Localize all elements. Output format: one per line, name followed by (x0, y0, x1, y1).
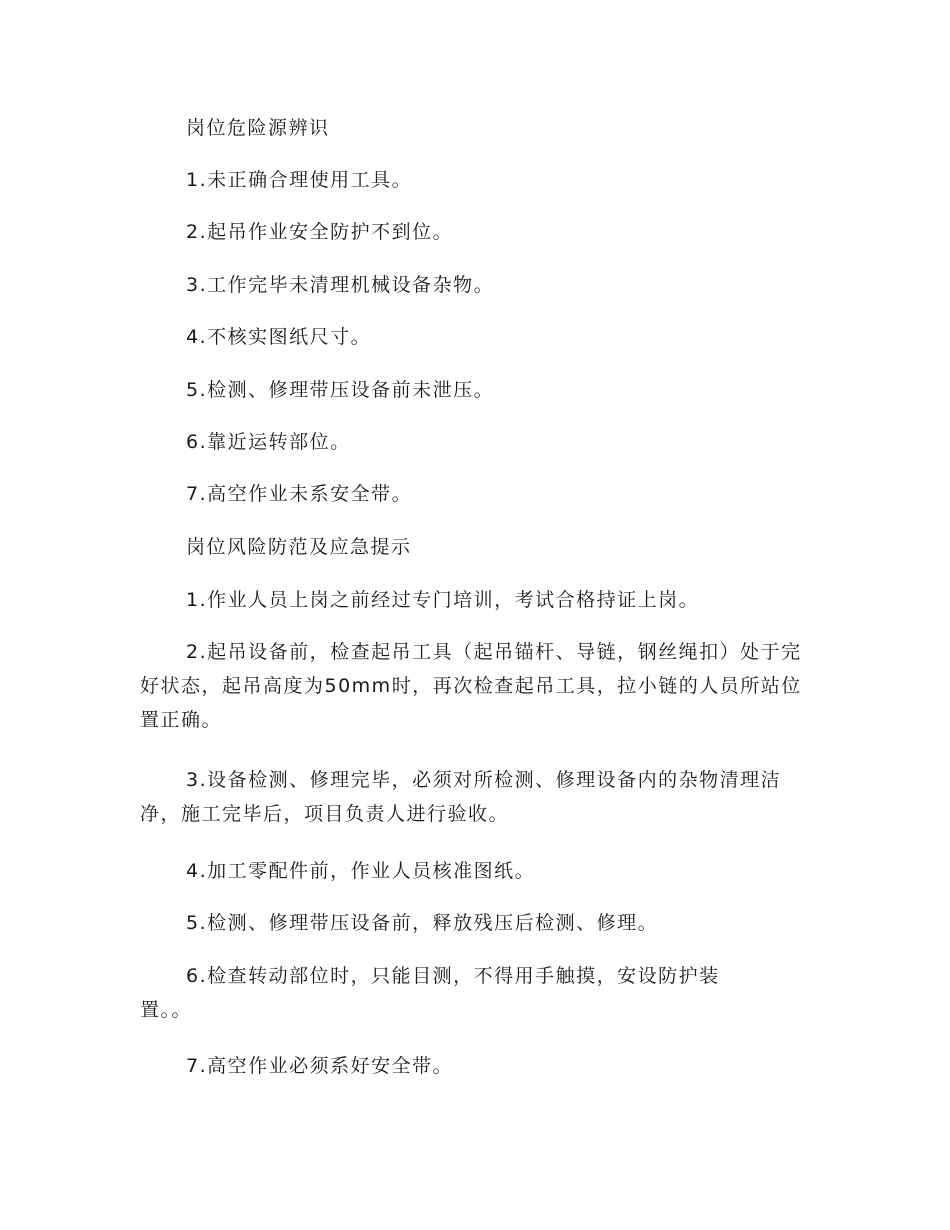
hazard-item-4: 4.不核实图纸尺寸。 (186, 326, 372, 348)
section-heading-hazard-identification: 岗位危险源辨识 (186, 117, 330, 139)
hazard-item-6: 6.靠近运转部位。 (186, 431, 351, 453)
hazard-item-7: 7.高空作业未系安全带。 (186, 483, 413, 505)
prevention-item-2: 2.起吊设备前，检查起吊工具（起吊锚杆、导链，钢丝绳扣）处于完好状态，起吊高度为50mm时，再次检查起吊工具，拉小链的人员所站位置正确。 (140, 641, 802, 731)
prevention-item-4: 4.加工零配件前，作业人员核准图纸。 (186, 860, 536, 882)
prevention-item-6: 6.检查转动部位时，只能目测，不得用手触摸，安设防护装置。。 (140, 965, 720, 1021)
prevention-item-5: 5.检测、修理带压设备前，释放残压后检测、修理。 (186, 912, 659, 934)
hazard-item-2: 2.起吊作业安全防护不到位。 (186, 221, 454, 243)
hazard-item-5: 5.检测、修理带压设备前未泄压。 (186, 379, 495, 401)
prevention-item-3: 3.设备检测、修理完毕，必须对所检测、修理设备内的杂物清理洁净，施工完毕后，项目负责人进行验收。 (140, 769, 782, 825)
prevention-item-7: 7.高空作业必须系好安全带。 (186, 1055, 454, 1077)
section-heading-risk-prevention: 岗位风险防范及应急提示 (186, 536, 412, 558)
prevention-item-1: 1.作业人员上岗之前经过专门培训，考试合格持证上岗。 (186, 589, 700, 611)
hazard-item-1: 1.未正确合理使用工具。 (186, 169, 413, 191)
hazard-item-3: 3.工作完毕未清理机械设备杂物。 (186, 274, 495, 296)
